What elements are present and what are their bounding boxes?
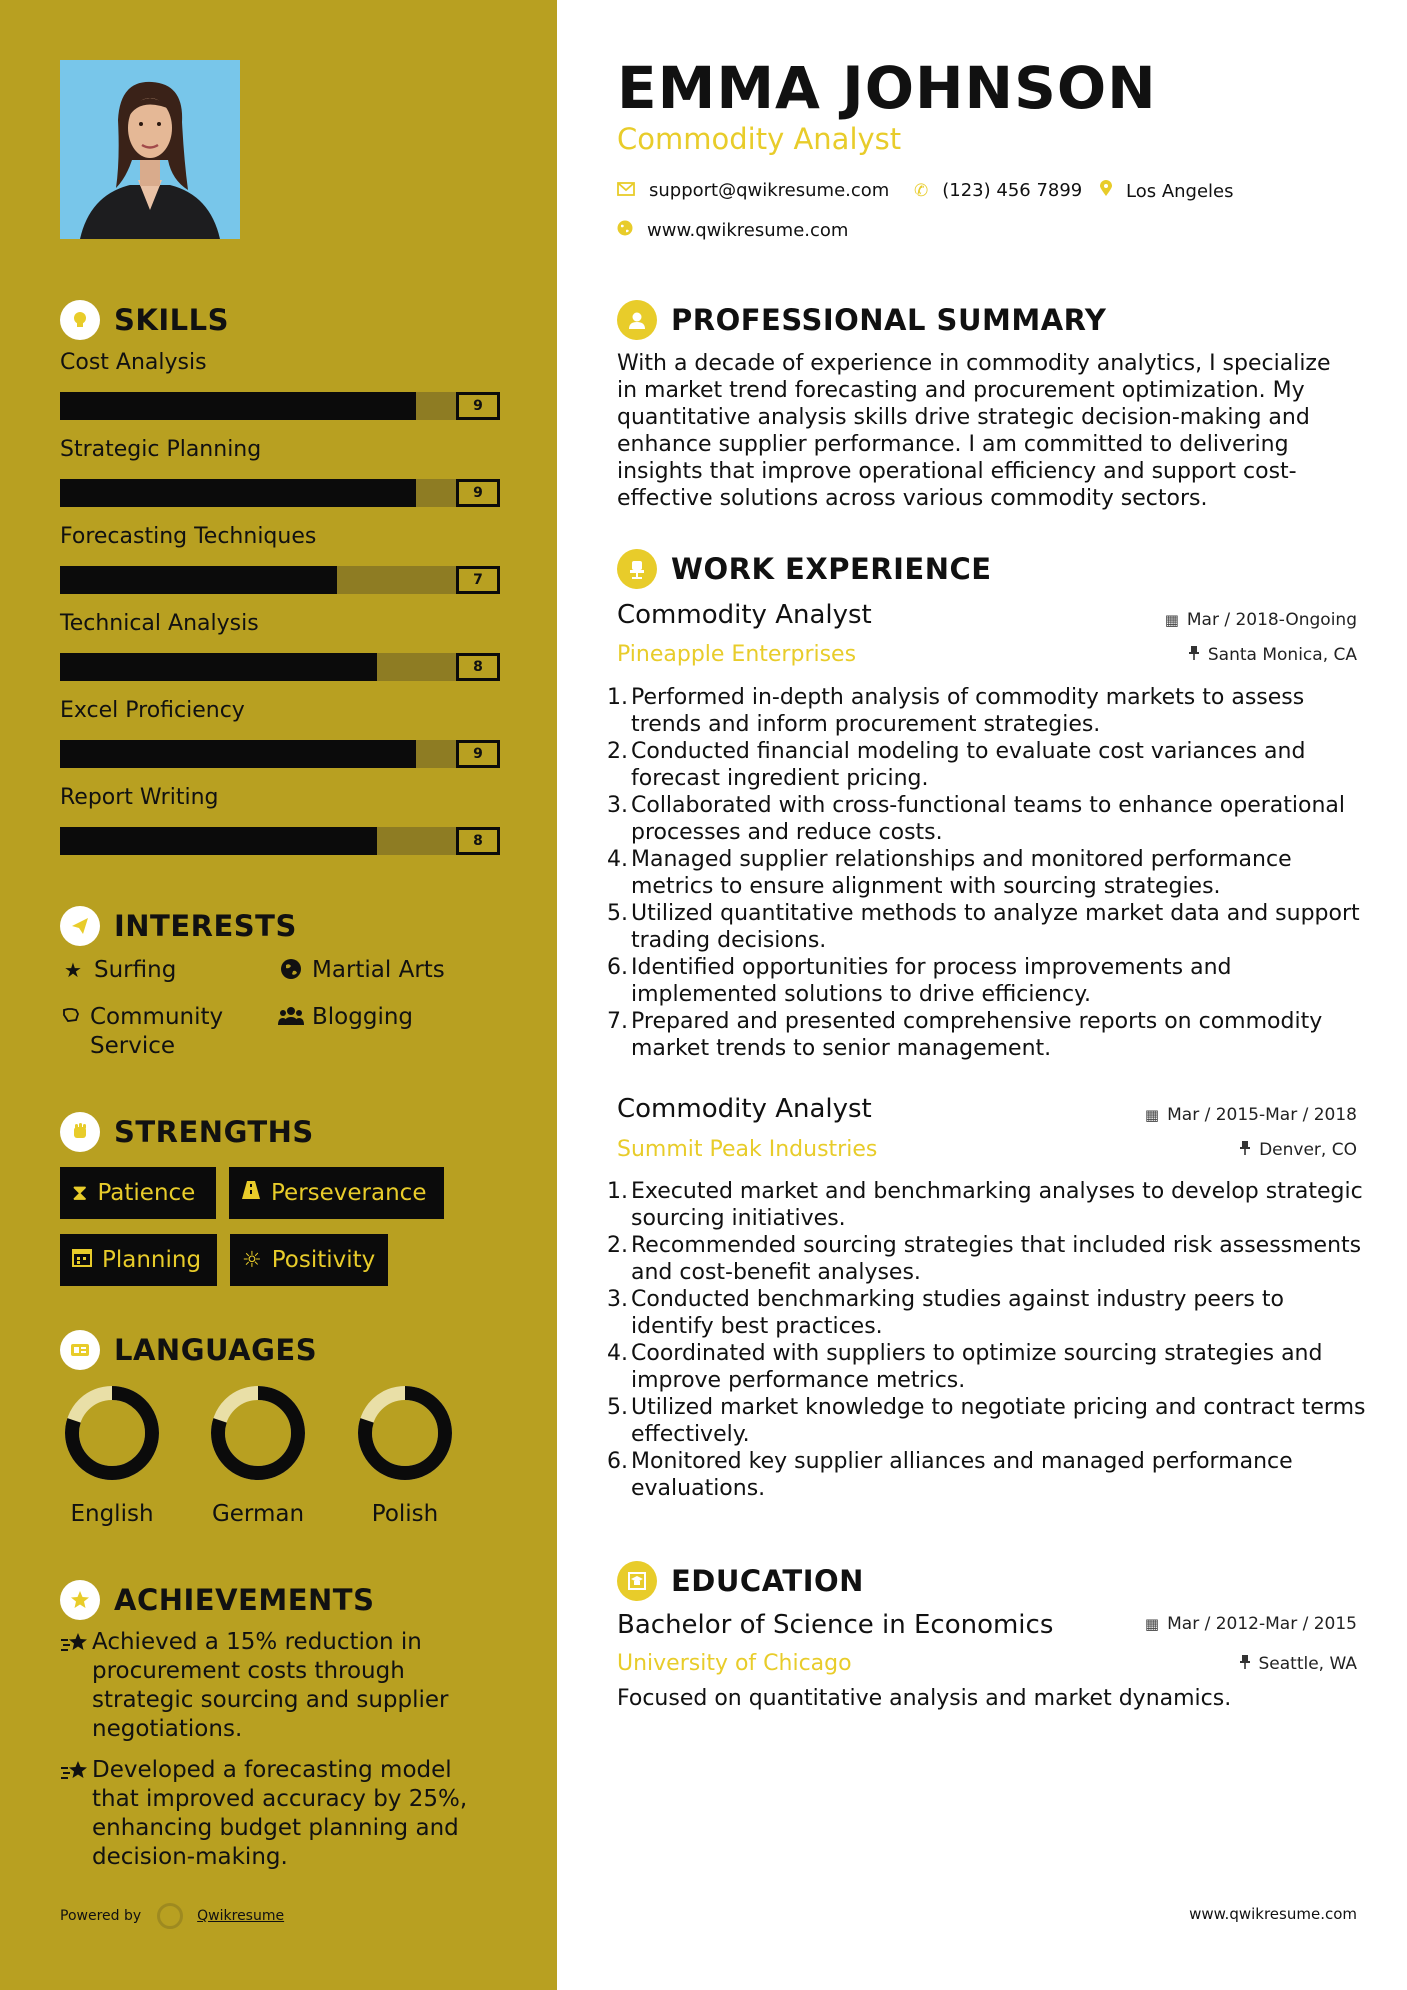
skill-bar [60,392,500,420]
languages-heading [60,1330,317,1370]
language-card-icon [60,1330,100,1370]
candidate-role: Commodity Analyst [617,122,902,156]
interests-title: INTERESTS [114,909,297,943]
skill-bar-fill [60,740,416,768]
hand-icon [60,1003,82,1027]
strengths-title: STRENGTHS [114,1115,314,1149]
education-school: University of Chicago [617,1651,852,1676]
language-item [198,1385,318,1527]
strengths-heading [60,1112,314,1152]
job-dates-text: Mar / 2015-Mar / 2018 [1167,1105,1357,1125]
job-bullet: 2. Recommended sourcing strategies that included risk assessments and cost-benefit analyses. [607,1233,1362,1285]
achievement-item [60,1756,500,1872]
skills-title: SKILLS [114,303,229,337]
education-dates [1145,1614,1357,1634]
language-name: Polish [371,1501,439,1527]
strength-label: Positivity [271,1247,376,1273]
sun-icon: ☼ [242,1247,262,1273]
calendar-icon: ▦ [1144,1106,1160,1124]
skill-score: 9 [456,740,500,768]
achievement-text: Achieved a 15% reduction in procurement costs through strategic sourcing and supplier negotiations. [92,1629,449,1742]
interests-heading [60,906,297,946]
contact-location [1100,180,1234,202]
globe-icon [617,220,633,241]
interest-item [278,956,445,985]
interest-label: Blogging [312,1004,414,1030]
paper-plane-icon [60,906,100,946]
skill-name: Excel Proficiency [60,698,245,723]
skill-score: 7 [456,566,500,594]
education-description: Focused on quantitative analysis and market dynamics. [617,1686,1232,1711]
skill-bar [60,566,500,594]
hourglass-icon: ⧗ [72,1180,88,1206]
job-bullet: 6. Identified opportunities for process improvements and implemented solutions to drive efficiency. [607,955,1232,1007]
summary-heading [617,299,1106,341]
job-bullet: 1. Performed in-depth analysis of commodity markets to assess trends and inform procurement strategies. [607,685,1305,737]
skill-name: Report Writing [60,785,219,810]
achievement-text: Developed a forecasting model that improved accuracy by 25%, enhancing budget planning and decision-making. [92,1757,468,1870]
powered-by-label: Powered by [60,1908,142,1924]
education-location [1239,1654,1358,1674]
interest-item [60,1003,240,1061]
job-location-text: Santa Monica, CA [1207,645,1357,665]
education-title: EDUCATION [671,1564,864,1598]
job-dates-text: Mar / 2018-Ongoing [1186,610,1357,630]
experience-heading [617,548,992,590]
footer-url[interactable]: www.qwikresume.com [1189,1905,1357,1923]
achievements-heading [60,1580,374,1620]
email-text[interactable]: support@qwikresume.com [649,180,890,201]
job-dates [1165,610,1357,630]
phone-text[interactable]: (123) 456 7899 [942,180,1083,201]
profile-photo [60,60,240,239]
skill-bar [60,827,500,855]
powered-by [60,1903,284,1929]
summary-title: PROFESSIONAL SUMMARY [671,303,1107,337]
job-bullet: 2. Conducted financial modeling to evaluate cost variances and forecast ingredient pricing. [607,739,1306,791]
lightbulb-icon [60,300,100,340]
job-location-text: Denver, CO [1259,1140,1357,1160]
shooting-star-icon [60,1756,92,1872]
job-dates [1145,1105,1357,1125]
job-bullet: 1. Executed market and benchmarking analyses to develop strategic sourcing initiatives. [607,1179,1363,1231]
users-icon [278,1003,304,1027]
strength-badge [60,1167,216,1219]
office-chair-icon [617,549,657,589]
candidate-name: EMMA JOHNSON [617,54,1157,122]
experience-title: WORK EXPERIENCE [671,552,992,586]
skill-name: Cost Analysis [60,350,207,375]
language-name: English [70,1501,154,1527]
main-content [557,0,1407,1990]
skill-bar [60,653,500,681]
job-bullet: 5. Utilized market knowledge to negotiate pricing and contract terms effectively. [607,1395,1366,1447]
language-donut [64,1385,160,1481]
job-title: Commodity Analyst [617,1094,872,1124]
graduation-cap-icon [617,1561,657,1601]
strength-badge [229,1167,444,1219]
skill-name: Technical Analysis [60,611,259,636]
map-pin-icon [1100,180,1112,202]
calendar-icon: ▦ [1164,611,1179,629]
skill-bar-fill [60,653,377,681]
job-company: Pineapple Enterprises [617,642,857,667]
job-bullet: 3. Conducted benchmarking studies against industry peers to identify best practices. [607,1287,1284,1339]
contact-website [617,220,848,241]
strength-badge [230,1234,388,1286]
interest-label: Community Service [90,1004,224,1059]
job-bullet: 6. Monitored key supplier alliances and managed performance evaluations. [607,1449,1293,1501]
strength-label: Patience [97,1180,196,1206]
skill-bar-fill [60,827,377,855]
skill-name: Strategic Planning [60,437,262,462]
envelope-icon [617,181,635,201]
skill-score: 9 [456,392,500,420]
job-location [1239,1140,1357,1160]
sidebar [0,0,557,1990]
calendar-icon [72,1247,92,1273]
skill-bar-fill [60,392,416,420]
skill-score: 8 [456,653,500,681]
user-icon [617,300,657,340]
job-bullet: 4. Coordinated with suppliers to optimize sourcing strategies and improve performance metrics. [607,1341,1323,1393]
languages-title: LANGUAGES [114,1333,318,1367]
job-bullet: 7. Prepared and presented comprehensive reports on commodity market trends to senior management. [607,1009,1323,1061]
skill-bar-fill [60,566,337,594]
pushpin-icon [1239,1654,1251,1674]
pushpin-icon [1188,645,1200,665]
phone-icon: ✆ [914,180,929,201]
job-company: Summit Peak Industries [617,1137,878,1162]
education-heading [617,1560,864,1602]
website-text[interactable]: www.qwikresume.com [647,220,849,241]
shooting-star-icon [60,1628,92,1744]
contact-phone [914,180,1082,201]
star-icon: ★ [64,958,82,982]
skill-score: 9 [456,479,500,507]
location-text: Los Angeles [1126,180,1234,202]
calendar-icon: ▦ [1144,1615,1160,1633]
language-item [345,1385,465,1527]
language-donut [210,1385,306,1481]
fist-icon [60,1112,100,1152]
job-bullet: 4. Managed supplier relationships and monitored performance metrics to ensure alignment with sourcing strategies. [607,847,1292,899]
job-title: Commodity Analyst [617,600,872,630]
language-item [52,1385,172,1527]
language-name: German [211,1501,305,1527]
job-bullet: 5. Utilized quantitative methods to analyze market data and support trading decisions. [607,901,1360,953]
skill-name: Forecasting Techniques [60,524,317,549]
job-bullets [607,684,1367,1062]
job-location [1188,645,1357,665]
language-donut [357,1385,453,1481]
trophy-star-icon [60,1580,100,1620]
qwikresume-logo-icon [157,1903,183,1929]
interest-item [60,956,176,985]
road-icon [241,1180,261,1206]
achievements-title: ACHIEVEMENTS [114,1583,375,1617]
strength-badge [60,1234,217,1286]
skill-bar [60,479,500,507]
skills-heading [60,300,229,340]
education-degree: Bachelor of Science in Economics [617,1610,1054,1640]
achievement-item [60,1628,500,1744]
pushpin-icon [1239,1140,1251,1160]
education-location-text: Seattle, WA [1258,1654,1357,1674]
skill-score: 8 [456,827,500,855]
powered-by-link[interactable]: Qwikresume [197,1908,285,1924]
globe-icon [278,956,304,980]
strength-label: Perseverance [271,1180,427,1206]
summary-text: With a decade of experience in commodity analytics, I specialize in market trend forecasting and procurement optimization. My quantitative analysis skills drive strategic decision-making and enhance supplier performance. I am committed to delivering insights that improve operational efficiency and support cost-effective solutions across various commodity sectors. [617,351,1331,511]
job-bullets [607,1178,1367,1502]
interest-label: Martial Arts [312,957,445,983]
interest-item [278,1003,413,1032]
skill-bar-fill [60,479,416,507]
contact-email [617,180,889,201]
education-dates-text: Mar / 2012-Mar / 2015 [1167,1614,1357,1634]
skill-bar [60,740,500,768]
job-bullet: 3. Collaborated with cross-functional teams to enhance operational processes and reduce costs. [607,793,1346,845]
strength-label: Planning [102,1247,202,1273]
interest-label: Surfing [94,957,177,983]
